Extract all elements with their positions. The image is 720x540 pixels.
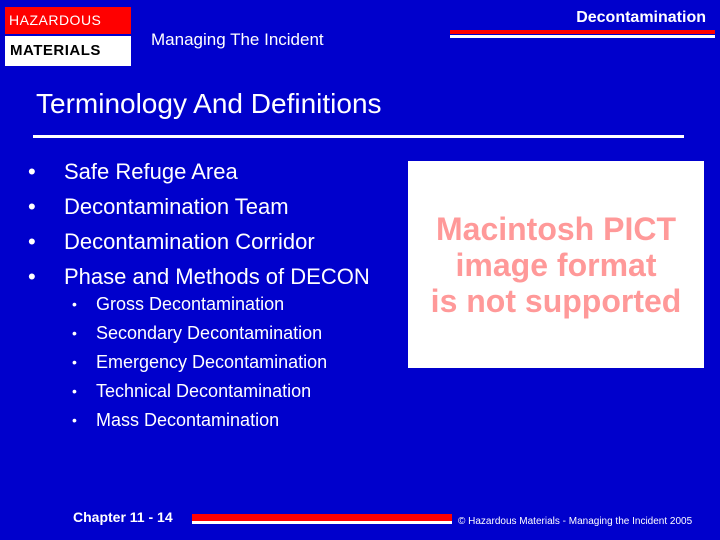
bullet-item [28, 259, 370, 294]
bullet-text: Decontamination Team [64, 194, 289, 219]
sub-bullet-text: Technical Decontamination [96, 381, 312, 401]
bullet-icon: • [28, 264, 36, 289]
bullet-icon: • [28, 159, 36, 184]
bullet-icon: • [28, 194, 36, 219]
bullet-icon: • [72, 296, 77, 312]
sub-bullet-list [72, 290, 327, 435]
placeholder-line: Macintosh PICT [435, 210, 676, 247]
sub-bullet-text: Mass Decontamination [96, 410, 280, 430]
main-bullet-list [28, 154, 370, 294]
sub-bullet-item [72, 406, 327, 435]
title-divider [33, 135, 684, 138]
bullet-icon: • [72, 412, 77, 428]
copyright-notice: © Hazardous Materials - Managing the Incident 2005 [458, 516, 693, 527]
sub-bullet-text: Secondary Decontamination [96, 323, 323, 343]
bullet-icon: • [72, 383, 77, 399]
sub-bullet-item [72, 290, 327, 319]
placeholder-line: image format [455, 246, 657, 283]
bullet-item [28, 189, 370, 224]
bullet-text: Phase and Methods of DECON [64, 264, 370, 289]
materials-badge: MATERIALS [5, 36, 131, 66]
bullet-icon: • [72, 325, 77, 341]
bullet-icon: • [72, 354, 77, 370]
section-title: Decontamination [576, 9, 706, 26]
bullet-icon: • [28, 229, 36, 254]
bullet-text: Safe Refuge Area [64, 159, 238, 184]
header-subtitle: Managing The Incident [151, 30, 324, 49]
placeholder-line: is not supported [430, 282, 682, 319]
slide-title: Terminology And Definitions [36, 88, 382, 119]
sub-bullet-text: Gross Decontamination [96, 294, 285, 314]
unsupported-image-placeholder [408, 161, 704, 368]
section-underline-red [450, 30, 715, 34]
bullet-item [28, 154, 370, 189]
hazardous-badge: HAZARDOUS [5, 7, 131, 34]
bullet-item [28, 224, 370, 259]
bullet-text: Decontamination Corridor [64, 229, 315, 254]
chapter-page-number: Chapter 11 - 14 [73, 509, 173, 525]
footer-bar-white [192, 521, 452, 524]
sub-bullet-text: Emergency Decontamination [96, 352, 328, 372]
footer-bar-red [192, 514, 452, 521]
sub-bullet-item [72, 319, 327, 348]
sub-bullet-item [72, 377, 327, 406]
sub-bullet-item [72, 348, 327, 377]
section-underline-white [450, 35, 715, 38]
